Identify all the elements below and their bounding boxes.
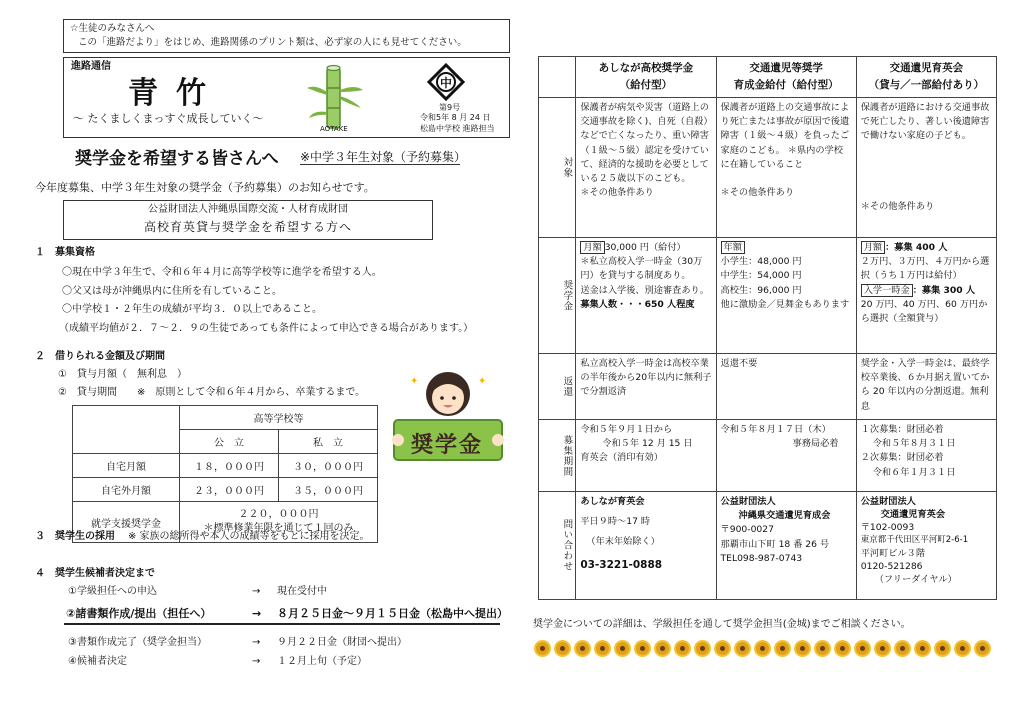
sunflower-icon xyxy=(594,640,611,657)
table-row-period xyxy=(539,420,997,492)
bamboo-icon xyxy=(305,62,365,130)
step-label: ②諸書類作成/提出（担任へ） xyxy=(66,607,212,620)
target-cell: 保護者が病気や災害（道路上の交通事故を除く)、自死（自殺）などで亡くなったり、重い障害（１級～５級）認定を受けていて、経済的な援助を必要としている２５歳以下のこども。 ＊その他条件あり xyxy=(576,98,716,238)
section-title: 奨学金を希望する皆さんへ xyxy=(75,149,279,169)
column-header: 交通遺児等奨学 育成金給付（給付型） xyxy=(716,57,856,98)
foundation-title: 高校育英貸与奨学金を希望する方へ xyxy=(143,220,352,234)
sunflower-icon xyxy=(974,640,991,657)
step-value: 現在受付中 xyxy=(277,586,327,597)
table-row-amount xyxy=(539,238,997,354)
sunflower-icon xyxy=(814,640,831,657)
sunflower-icon xyxy=(694,640,711,657)
sunflower-icon xyxy=(954,640,971,657)
issue-number: 第9号 xyxy=(439,103,461,112)
amount-cell: 年額 小学生：48,000 円 中学生：54,000 円 高校生：96,000 円 他に激励金／見舞金もあります xyxy=(716,238,856,354)
header-label: 進路通信 xyxy=(71,61,111,72)
contact-cell: 公益財団法人 沖縄県交通遺児育成会 〒900-0027 那覇市山下町 18 番 26 号 TEL098-987-0743 xyxy=(716,492,856,600)
intro-text: 今年度募集、中学３年生対象の奨学金（予約募集）のお知らせです。 xyxy=(35,181,375,194)
step-value: ９月２２日金（財団へ提出） xyxy=(277,637,407,648)
section-subtitle: ※中学３年生対象（予約募集） xyxy=(300,150,467,164)
table-row-contact xyxy=(539,492,997,600)
s2-item1: ① 貸与月額（ 無利息 ） xyxy=(58,369,187,380)
repay-cell: 奨学金・入学一時金は、最終学校卒業後、６か月据え置いてから 20 年以内の分割返還。無利息 xyxy=(856,354,996,420)
list-item: 〇現在中学３年生で、令和６年４月に高等学校等に進学を希望する人。 xyxy=(62,267,382,278)
step-label: ④候補者決定 xyxy=(68,656,127,667)
crest-character: 中 xyxy=(440,76,453,90)
support-note: ＊標準修業年限を通じて１回のみ xyxy=(203,523,354,534)
sunflower-icon xyxy=(714,640,731,657)
contact-cell: あしなが育英会 平日９時～17 時 （年末年始除く） 03-3221-0888 xyxy=(576,492,716,600)
step-value: ８月２５日金～９月１５日金（松島中へ提出） xyxy=(277,607,508,620)
list-item: （成績平均値が２．７～２．９の生徒であっても条件によって申込できる場合があります。） xyxy=(59,322,474,334)
sunflower-icon xyxy=(774,640,791,657)
amount-cell: 月額 ：募集 400 人 ２万円、３万円、４万円から選択（うち１万円は給付） 入学一時金 ：募集 300 人 20 万円、40 万円、60 万円から選択（全額貸与） xyxy=(856,238,996,354)
target-cell: 保護者が道路上の交通事故により死亡または事故が原因で後遺障害（１級～４級）を負ったご家庭のこども。 ＊県内の学校に在籍していること ＊その他条件あり xyxy=(716,98,856,238)
sunflower-icon xyxy=(554,640,571,657)
svg-text:✦: ✦ xyxy=(410,376,419,387)
row-label: 奨学金 xyxy=(539,238,576,354)
column-header: 交通遺児育英会 （貸与／一部給付あり） xyxy=(856,57,996,98)
sunflower-icon xyxy=(874,640,891,657)
support-value: ２２０，０００円 xyxy=(238,509,319,520)
cell-private: ３５，０００円 xyxy=(279,478,378,502)
sunflower-icon xyxy=(914,640,931,657)
scholarship-badge-text: 奨学金 xyxy=(410,433,483,458)
s3-note: ※ 家族の総所得や本人の成績等をもとに採用を決定。 xyxy=(128,531,370,542)
sunflower-icon xyxy=(634,640,651,657)
s4-title: ４ 奨学生候補者決定まで xyxy=(35,568,155,579)
period-cell: １次募集：財団必着 令和５年８月３１日 ２次募集：財団必着 令和６年１月３１日 xyxy=(856,420,996,492)
row-label: 対象 xyxy=(539,98,576,238)
notice-box xyxy=(63,19,510,53)
row-label: 返還 xyxy=(539,354,576,420)
sunflower-icon xyxy=(894,640,911,657)
scholarship-comparison-table xyxy=(538,56,997,600)
sunflower-icon xyxy=(934,640,951,657)
page-title: 青竹 xyxy=(128,76,224,111)
notice-line1: ☆生徒のみなさんへ xyxy=(70,23,155,34)
column-header: あしなが高校奨学金 （給付型） xyxy=(576,57,716,98)
step-value: １２月上旬（予定） xyxy=(277,656,367,667)
step-label: ③書類作成完了（奨学金担当） xyxy=(68,637,207,648)
list-item: 〇中学校１・２年生の成績が平均３．０以上であること。 xyxy=(62,304,322,315)
table-header: 高等学校等 xyxy=(180,406,378,430)
table-row xyxy=(73,478,378,502)
table-row-repay xyxy=(539,354,997,420)
step-arrow: → xyxy=(252,607,262,620)
s1-list xyxy=(59,264,474,338)
footer-note: 奨学金についての詳細は、学級担任を通して奨学金担当(金城)までご相談ください。 xyxy=(533,619,911,630)
s2-item2: ② 貸与期間 ※ 原則として令和６年４月から、卒業するまで。 xyxy=(58,387,366,398)
issue-school: 松島中学校 進路担当 xyxy=(420,124,495,133)
sunflower-icon xyxy=(834,640,851,657)
foundation-name: 公益財団法人沖縄県国際交流・人材育成財団 xyxy=(148,204,348,215)
sunflower-icon xyxy=(734,640,751,657)
svg-text:✦: ✦ xyxy=(478,376,487,387)
column-header-private: 私 立 xyxy=(279,430,378,454)
s2-title: ２ 借りられる金額及び期間 xyxy=(35,351,165,362)
amount-cell: 月額 30,000 円（給付） ＊私立高校入学一時金（30万円）を貸与する制度あり。 送金は入学後、別途審査あり。 募集人数・・・650 人程度 xyxy=(576,238,716,354)
s1-title: １ 募集資格 xyxy=(35,247,95,258)
sunflower-icon xyxy=(794,640,811,657)
table-row-target xyxy=(539,98,997,238)
loan-table xyxy=(72,405,378,543)
row-label: 就学支援奨学金 xyxy=(73,502,180,543)
step-arrow: → xyxy=(252,637,261,648)
list-item: 〇父又は母が沖縄県内に住所を有していること。 xyxy=(62,285,282,297)
step-arrow: → xyxy=(252,586,261,597)
cell-private: ３０，０００円 xyxy=(279,454,378,478)
sunflower-icon xyxy=(574,640,591,657)
s3-title: ３ 奨学生の採用 xyxy=(35,531,115,542)
row-label: 自宅外月額 xyxy=(73,478,180,502)
column-header-public: 公 立 xyxy=(180,430,279,454)
cell-public: １８，０００円 xyxy=(180,454,279,478)
period-cell: 令和５年８月１７日（木） 事務局必着 xyxy=(716,420,856,492)
row-label: 募集期間 xyxy=(539,420,576,492)
sunflower-icon xyxy=(674,640,691,657)
sunflower-icon xyxy=(614,640,631,657)
issue-date: 令和5年 8 月 24 日 xyxy=(420,113,491,122)
step-arrow: → xyxy=(252,656,261,667)
sunflower-icon xyxy=(754,640,771,657)
repay-cell: 返還不要 xyxy=(716,354,856,420)
sunflower-icon xyxy=(534,640,551,657)
row-label: 問い合わせ xyxy=(539,492,576,600)
repay-cell: 私立高校入学一時金は高校卒業の半年後から20年以内に無利子で分割返済 xyxy=(576,354,716,420)
row-label: 自宅月額 xyxy=(73,454,180,478)
period-cell: 令和５年９月１日から 令和５年 12 月 15 日 育英会（消印有効） xyxy=(576,420,716,492)
notice-line2: この「進路だより」をはじめ、進路関係のプリント類は、必ず家の人にも見せてください。 xyxy=(78,37,467,48)
cell-public: ２３，０００円 xyxy=(180,478,279,502)
header-subtitle: ～ たくましくまっすぐ成長していく～ xyxy=(73,112,264,125)
contact-cell: 公益財団法人 交通遺児育英会 〒102-0093 東京都千代田区平河町2-6-1 平河町ビル３階 0120-521286 （フリーダイヤル） xyxy=(856,492,996,600)
foundation-box xyxy=(63,200,433,240)
table-row xyxy=(73,454,378,478)
target-cell: 保護者が道路における交通事故で死亡したり、著しい後遺障害で働けない家庭の子ども。 ＊その他条件あり xyxy=(856,98,996,238)
logo-text: AOTAKE xyxy=(320,125,348,133)
sunflower-icon xyxy=(654,640,671,657)
step-label: ①学級担任への申込 xyxy=(68,586,157,597)
sunflower-icon xyxy=(854,640,871,657)
